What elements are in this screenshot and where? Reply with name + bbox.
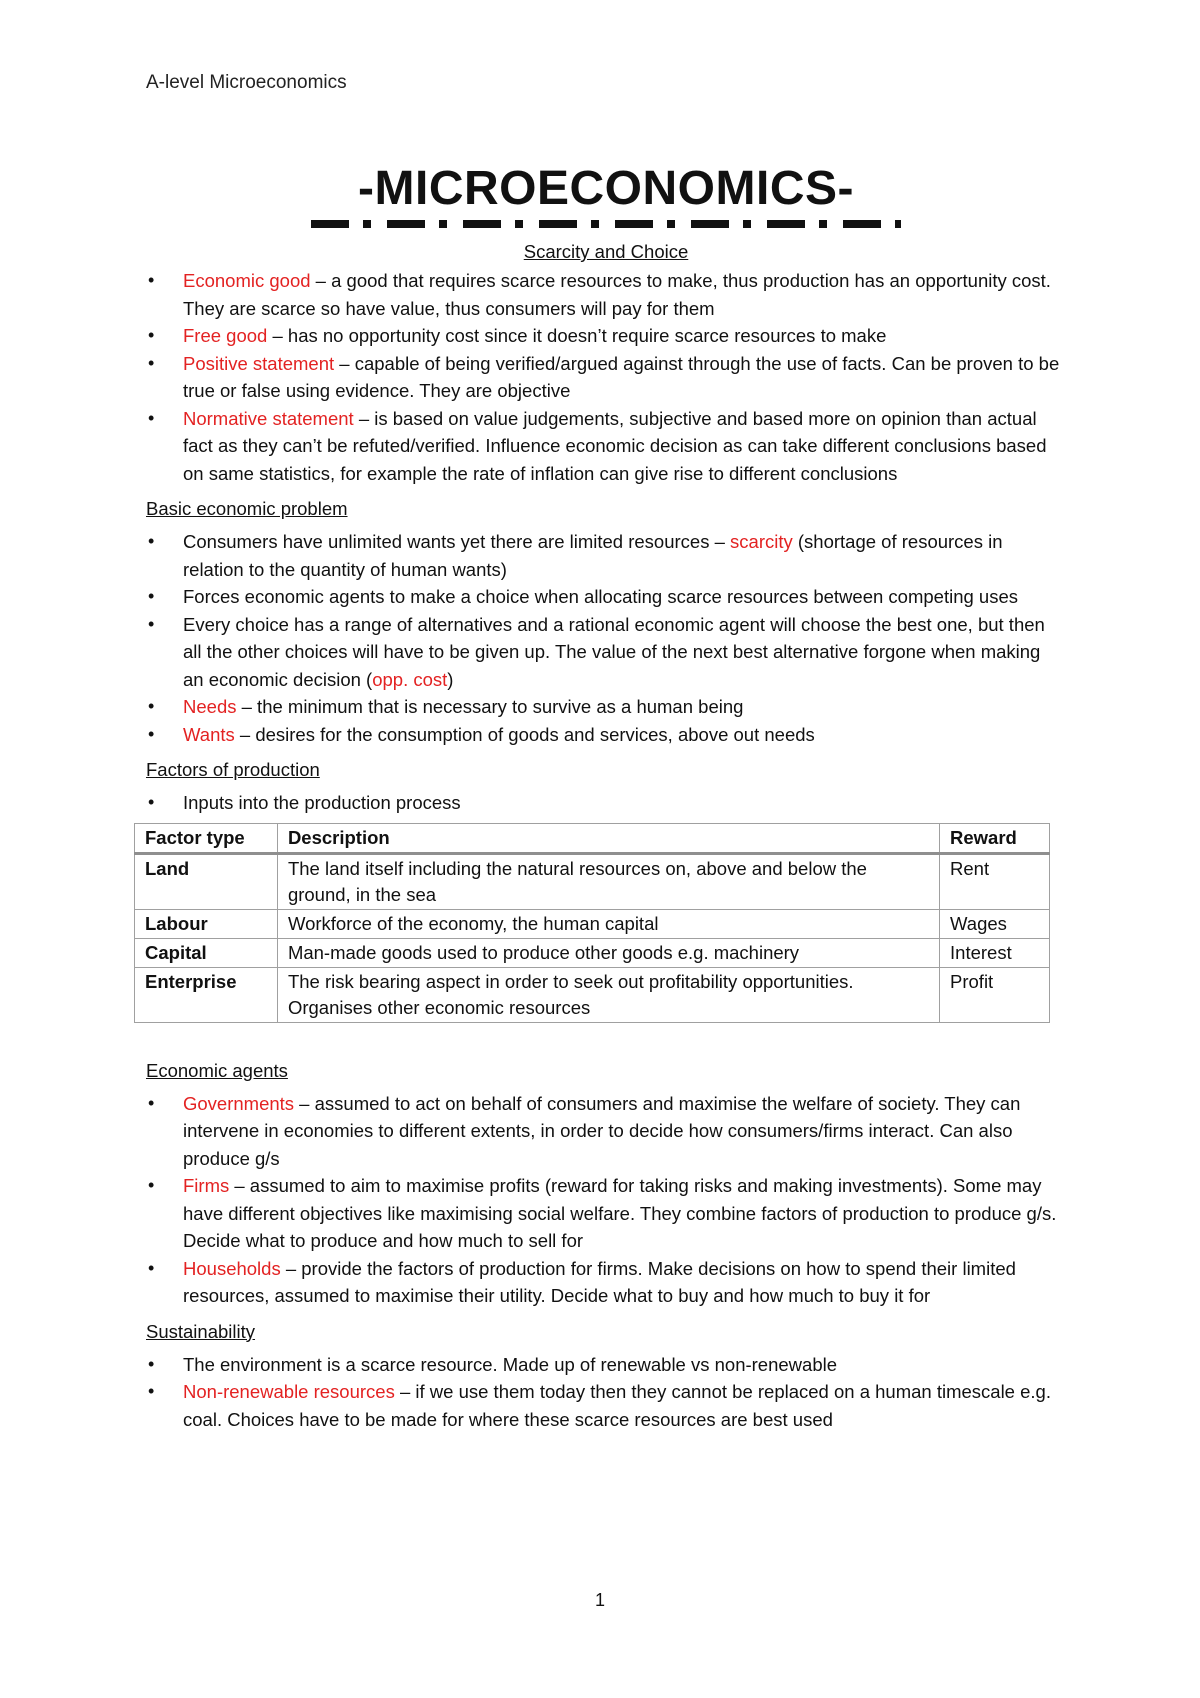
column-header: Reward — [940, 823, 1050, 853]
table-cell: Interest — [940, 938, 1050, 967]
table-cell: Man-made goods used to produce other goods e.g. machinery — [277, 938, 939, 967]
text: Forces economic agents to make a choice when allocating scarce resources between competing uses — [183, 586, 1018, 607]
definition: – has no opportunity cost since it doesn’t require scarce resources to make — [267, 325, 887, 346]
list-item — [146, 1255, 1066, 1310]
term: Needs — [183, 696, 237, 717]
section-heading-scarcity: Scarcity and Choice — [523, 241, 689, 262]
table-cell: Labour — [135, 909, 278, 938]
table-header-row — [135, 823, 1050, 853]
definition: – capable of being verified/argued against through the use of facts. Can be proven to be true or false using evidence. They are objective — [183, 352, 1060, 401]
table-row — [135, 853, 1050, 909]
definition: – assumed to act on behalf of consumers and maximise the welfare of society. They can intervene in economies to different extents, in order to decide how consumers/firms interact. Can also produce g/s — [183, 1092, 1021, 1169]
text: The environment is a scarce resource. Made up of renewable vs non-renewable — [183, 1353, 838, 1375]
definition: – if we use them today then they cannot be replaced on a human timescale e.g. coal. Choices have to be made for where these scarce resources are best used — [183, 1381, 1051, 1430]
column-header: Description — [277, 823, 939, 853]
table-cell: The risk bearing aspect in order to seek out profitability opportunities. Organises other economic resources — [277, 967, 939, 1022]
spacer — [146, 1023, 1066, 1057]
text: (shortage of resources in relation to the quantity of human wants) — [183, 531, 1003, 580]
table-row — [135, 967, 1050, 1022]
table-cell: Rent — [940, 853, 1050, 909]
list-item — [146, 1090, 1066, 1173]
table-cell: Land — [135, 853, 278, 909]
section-heading-factors: Factors of production — [146, 759, 320, 780]
section-heading-sustainability: Sustainability — [146, 1320, 256, 1342]
list-item — [146, 405, 1066, 488]
term: Firms — [183, 1175, 230, 1196]
factors-table — [134, 823, 1050, 1023]
term: Normative statement — [183, 407, 354, 429]
list-item — [146, 721, 1066, 749]
text: Consumers have unlimited wants yet there are limited resources – — [183, 531, 731, 552]
sustainability-list — [146, 1351, 1066, 1434]
scarcity-list — [146, 267, 1066, 487]
table-row — [135, 938, 1050, 967]
factors-list — [146, 789, 1066, 817]
title-underline-decoration — [311, 220, 901, 228]
table-cell: Wages — [940, 909, 1050, 938]
term: Households — [183, 1257, 281, 1279]
list-item — [146, 583, 1066, 611]
definition: – provide the factors of production for firms. Make decisions on how to spend their limited resources, assumed to maximise their utility. Decide what to buy and how much to buy it for — [183, 1257, 1016, 1306]
list-item — [146, 350, 1066, 405]
definition: – assumed to aim to maximise profits (reward for taking risks and making investments). Some may have different objectives like maximising social welfare. They combine factors of production to produce g/s. Decide what to produce and how much to sell for — [183, 1175, 1057, 1251]
table-row — [135, 909, 1050, 938]
document-body — [146, 158, 1066, 1441]
term: scarcity — [730, 531, 793, 552]
section-heading-agents: Economic agents — [146, 1059, 288, 1081]
list-item — [146, 528, 1066, 583]
basic-problem-list — [146, 528, 1066, 748]
text: Inputs into the production process — [183, 792, 461, 813]
text: ) — [447, 668, 454, 690]
section-heading-basic-problem: Basic economic problem — [146, 498, 348, 519]
list-item — [146, 1378, 1066, 1433]
definition: – the minimum that is necessary to survive as a human being — [236, 696, 744, 717]
table-cell: The land itself including the natural resources on, above and below the ground, in the sea — [277, 853, 939, 909]
list-item — [146, 1351, 1066, 1379]
table-cell: Workforce of the economy, the human capital — [277, 909, 939, 938]
list-item — [146, 789, 1066, 817]
list-item — [146, 611, 1066, 694]
text: Every choice has a range of alternatives and a rational economic agent will choose the best one, but then all the other choices will have to be given up. The value of the next best alternative forgone when making an economic decision ( — [183, 613, 1045, 690]
agents-list — [146, 1090, 1066, 1310]
definition: – is based on value judgements, subjective and based more on opinion than actual fact as they can’t be refuted/verified. Influence economic decision as can take different conclusions based on same statistics, for example the rate of inflation can give rise to different conclusions — [183, 407, 1047, 484]
term: Positive statement — [183, 352, 335, 374]
list-item — [146, 322, 1066, 350]
table-cell: Capital — [135, 938, 278, 967]
page-title: -MICROECONOMICS- — [358, 162, 854, 215]
list-item — [146, 693, 1066, 721]
definition: – a good that requires scarce resources to make, thus production has an opportunity cost. They are scarce so have value, thus consumers will pay for them — [183, 270, 1051, 319]
term: Free good — [183, 325, 268, 346]
list-item — [146, 267, 1066, 322]
term: Economic good — [183, 270, 311, 291]
definition: – desires for the consumption of goods and services, above out needs — [234, 723, 815, 745]
table-cell: Enterprise — [135, 967, 278, 1022]
term: Wants — [183, 723, 235, 745]
list-item — [146, 1172, 1066, 1255]
table-cell: Profit — [940, 967, 1050, 1022]
term: Non-renewable resources — [183, 1381, 395, 1402]
column-header: Factor type — [135, 823, 278, 853]
page-number: 1 — [594, 1590, 605, 1610]
term: opp. cost — [372, 668, 448, 690]
term: Governments — [183, 1092, 295, 1114]
running-header: A-level Microeconomics — [146, 72, 347, 93]
